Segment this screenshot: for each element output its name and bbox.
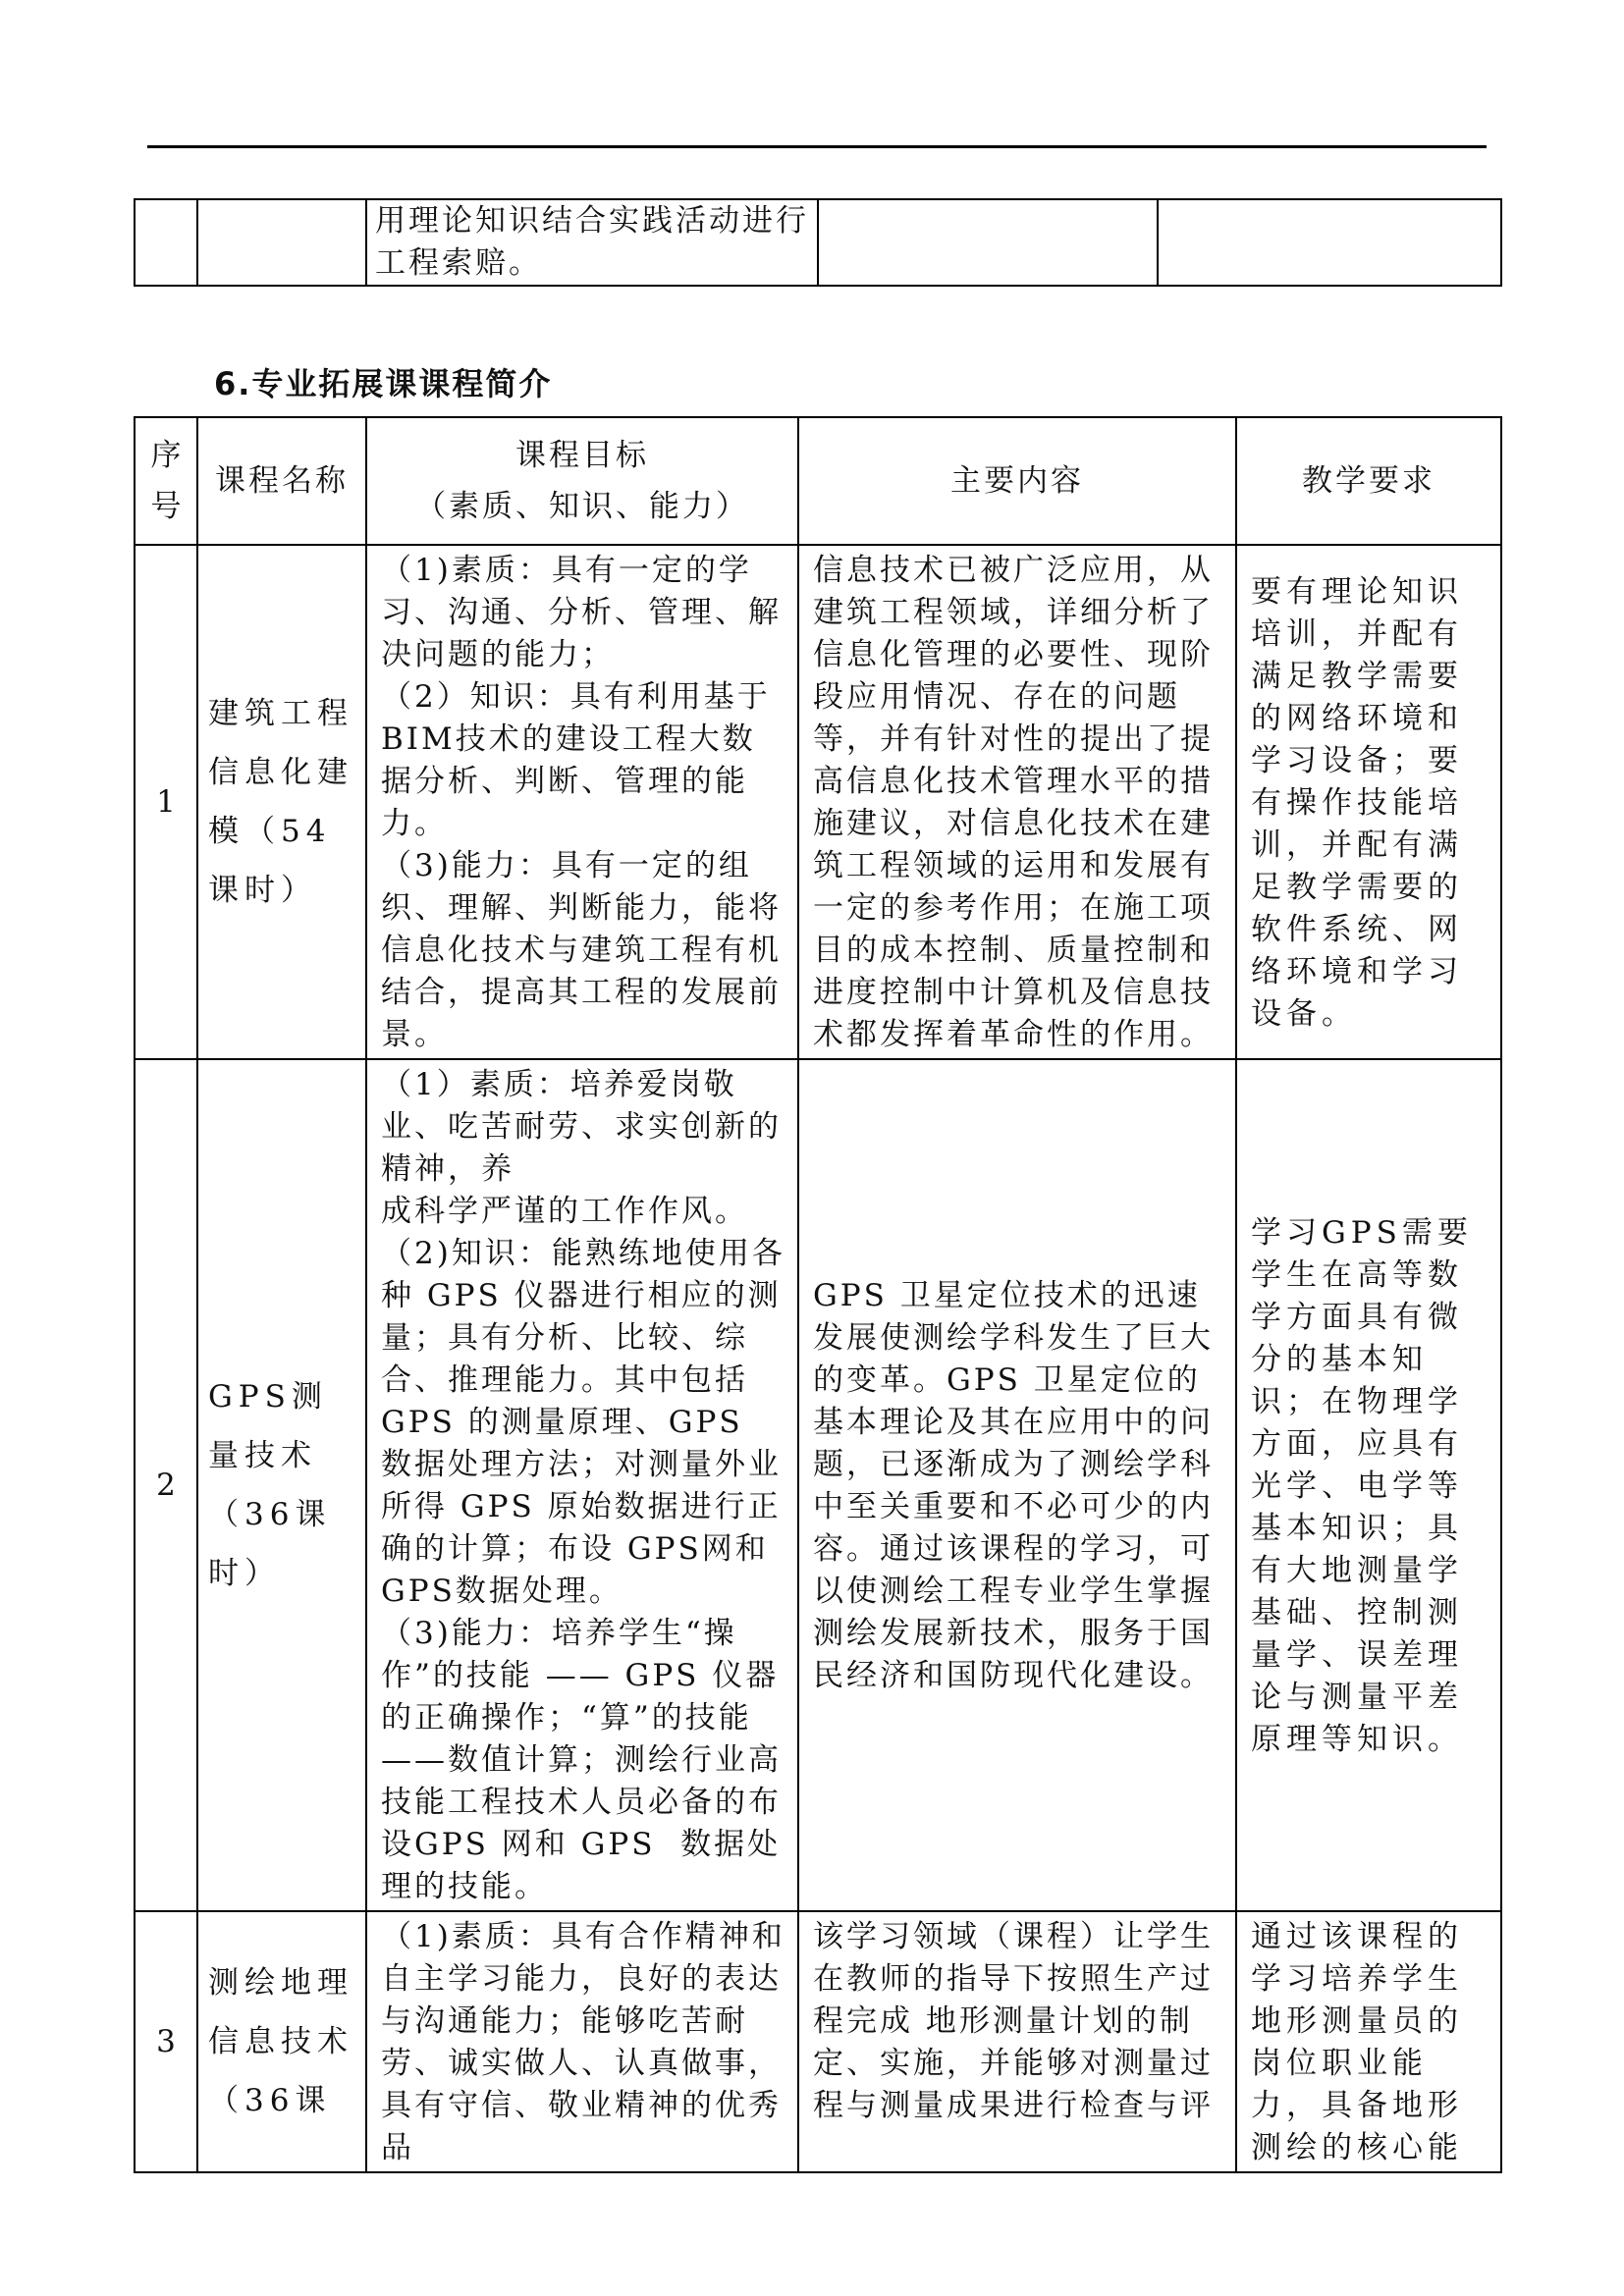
table-header-row [135, 417, 1501, 545]
main-content-cell: 信息技术已被广泛应用，从建筑工程领域，详细分析了信息化管理的必要性、现阶段应用情况、存在的问题等，并有针对性的提出了提高信息化技术管理水平的措施建议，对信息化技术在建筑工程领域的运用和发展有一定的参考作用；在施工项目的成本控制、质量控制和进度控制中计算机及信息技术都发挥着革命性的作用。 [798, 545, 1236, 1059]
course-goal-cell: （1)素质：具有合作精神和自主学习能力，良好的表达与沟通能力；能够吃苦耐劳、诚实做人、认真做事，具有守信、敬业精神的优秀品 [366, 1911, 798, 2172]
seq-cell: 2 [135, 1059, 197, 1911]
course-name-cell: 建筑工程信息化建模（54课时） [197, 545, 366, 1059]
main-content-cell [818, 199, 1158, 286]
course-name-cell: 测绘地理信息技术（36课 [197, 1911, 366, 2172]
main-content-cell: 该学习领域（课程）让学生在教师的指导下按照生产过程完成 地形测量计划的制定、实施，并能够对测量过程与测量成果进行检查与评 [798, 1911, 1236, 2172]
teaching-requirement-cell: 通过该课程的学习培养学生地形测量员的岗位职业能力，具备地形测绘的核心能 [1236, 1911, 1501, 2172]
teaching-requirement-cell: 学习GPS需要学生在高等数学方面具有微分的基本知识；在物理学方面，应具有光学、电学等基本知识；具有大地测量学基础、控制测量学、误差理论与测量平差原理等知识。 [1236, 1059, 1501, 1911]
course-name-cell: GPS测量技术（36课时） [197, 1059, 366, 1911]
teaching-requirement-cell: 要有理论知识培训，并配有满足教学需要的网络环境和学习设备；要有操作技能培训，并配有满足教学需要的软件系统、网络环境和学习设备。 [1236, 545, 1501, 1059]
header-course-goal: 课程目标 （素质、知识、能力） [366, 417, 798, 545]
main-content-cell: GPS 卫星定位技术的迅速发展使测绘学科发生了巨大的变革。GPS 卫星定位的基本理论及其在应用中的问题，已逐渐成为了测绘学科中至关重要和不必可少的内容。通过该课程的学习，可以使测绘工程专业学生掌握测绘发展新技术，服务于国民经济和国防现代化建设。 [798, 1059, 1236, 1911]
teaching-requirement-cell [1158, 199, 1501, 286]
course-name-cell [197, 199, 366, 286]
course-goal-cell: （1)素质：具有一定的学习、沟通、分析、管理、解决问题的能力； （2）知识：具有利用基于BIM技术的建设工程大数据分析、判断、管理的能力。 （3)能力：具有一定的组织、理解、判断能力，能将信息化技术与建筑工程有机结合，提高其工程的发展前景。 [366, 545, 798, 1059]
header-teaching-requirement: 教学要求 [1236, 417, 1501, 545]
seq-cell: 1 [135, 545, 197, 1059]
course-goal-cell: 用理论知识结合实践活动进行工程索赔。 [366, 199, 818, 286]
table-row [135, 1059, 1501, 1911]
continued-course-table [134, 198, 1502, 287]
table-row [135, 1911, 1501, 2172]
header-main-content: 主要内容 [798, 417, 1236, 545]
header-course-name: 课程名称 [197, 417, 366, 545]
course-goal-cell: （1）素质：培养爱岗敬业、吃苦耐劳、求实创新的精神，养 成科学严谨的工作作风。 （2)知识：能熟练地使用各种 GPS 仪器进行相应的测量；具有分析、比较、综合、推理能力。其中包括 GPS 的测量原理、GPS 数据处理方法；对测量外业所得 GPS 原始数据进行正确的计算；布设 GPS网和GPS数据处理。 （3)能力：培养学生“操作”的技能 —— GPS 仪器的正确操作；“算”的技能 ——数值计算；测绘行业高技能工程技术人员必备的布设GPS 网和 GPS 数据处理的技能。 [366, 1059, 798, 1911]
header-rule [147, 145, 1487, 148]
extension-course-table [134, 416, 1502, 2173]
header-seq: 序号 [135, 417, 197, 545]
table-row [135, 545, 1501, 1059]
section-heading: 6.专业拓展课课程简介 [214, 365, 553, 402]
table-row [135, 199, 1501, 286]
seq-cell [135, 199, 197, 286]
seq-cell: 3 [135, 1911, 197, 2172]
